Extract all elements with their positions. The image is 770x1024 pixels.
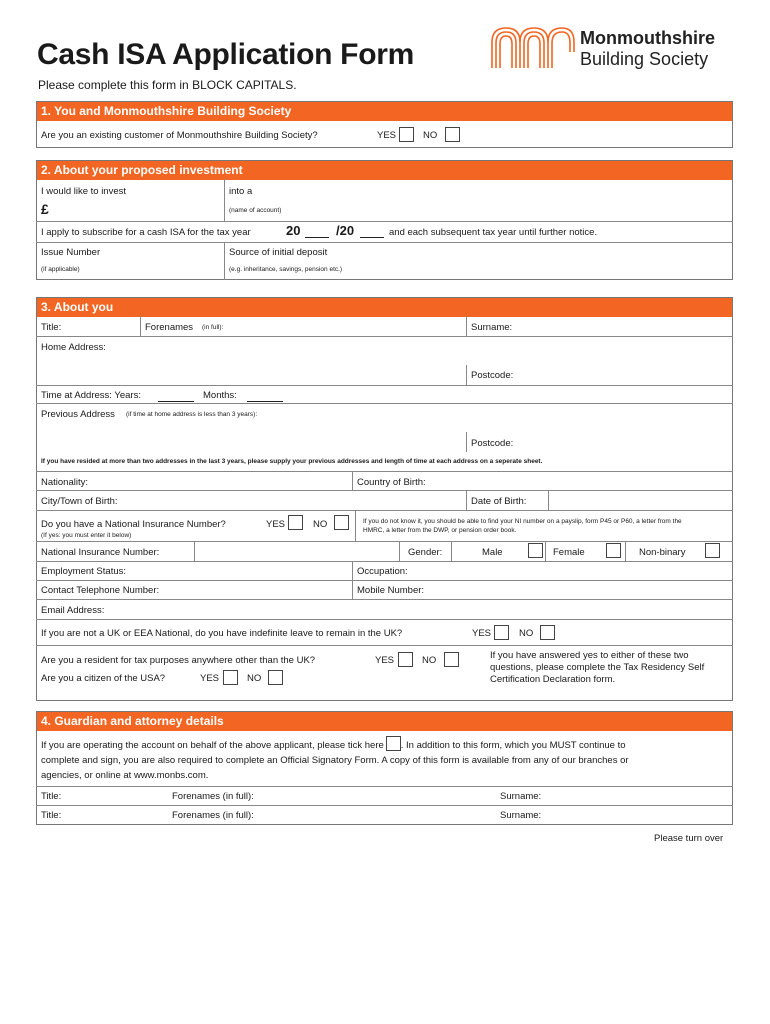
mobile-label: Mobile Number: (357, 585, 425, 596)
brand-name: Monmouthshire (580, 28, 715, 48)
time-months-input[interactable] (247, 390, 283, 402)
ni-yes-label: YES (266, 519, 286, 530)
forenames-hint: (in full): (202, 324, 224, 331)
tax-residency-question: Are you a resident for tax purposes anywhere other than the UK? (41, 655, 316, 666)
ni-number-input[interactable] (196, 543, 396, 559)
leave-yes-checkbox[interactable] (494, 625, 509, 640)
source-deposit-label: Source of initial deposit (229, 247, 328, 258)
turn-over-note: Please turn over (654, 833, 724, 844)
leave-to-remain-question: If you are not a UK or EEA National, do you have indefinite leave to remain in the UK? (41, 628, 403, 639)
section-1-heading: 1. You and Monmouthshire Building Society (37, 102, 732, 121)
tax-no-label: NO (422, 655, 437, 666)
previous-postcode-label: Postcode: (471, 438, 514, 449)
ni-note: If you do not know it, you should be able to find your NI number on a payslip, form P45 or P60, a letter from the HMRC, a letter from the DWP, or pension order book. (363, 518, 682, 534)
months-label: Months: (203, 390, 237, 401)
tax-yes-checkbox[interactable] (398, 652, 413, 667)
currency-symbol: £ (41, 201, 49, 217)
usa-no-label: NO (247, 673, 262, 684)
guardian1-title-label: Title: (41, 791, 62, 802)
tax-year-end-input[interactable] (360, 225, 384, 238)
gender-male-checkbox[interactable] (528, 543, 543, 558)
title-label: Title: (41, 322, 62, 333)
ni-no-label: NO (313, 519, 328, 530)
guardian2-forenames-label: Forenames (in full): (172, 810, 254, 821)
tax-year-end: /20 (336, 223, 355, 238)
invest-label: I would like to invest (41, 186, 127, 197)
ni-number-label: National Insurance Number: (41, 547, 160, 558)
invest-amount-input[interactable] (56, 199, 216, 217)
gender-male-label: Male (482, 547, 503, 558)
guardian1-forenames-label: Forenames (in full): (172, 791, 254, 802)
apply-text: I apply to subscribe for a cash ISA for the tax year (41, 227, 251, 238)
employment-status-label: Employment Status: (41, 566, 127, 577)
telephone-label: Contact Telephone Number: (41, 585, 160, 596)
page-subtitle: Please complete this form in BLOCK CAPITALS. (38, 78, 297, 92)
guardian-text-line3: agencies, or online at www.monbs.com. (41, 770, 209, 781)
account-name-hint: (name of account) (229, 207, 282, 214)
tax-residency-note: If you have answered yes to either of these two questions, please complete the Tax Residency Self Certification Declaration form. (490, 650, 705, 685)
leave-no-label: NO (519, 628, 534, 639)
continue-text: and each subsequent tax year until further notice. (389, 227, 598, 238)
previous-address-hint: (if time at home address is less than 3 years): (126, 411, 258, 418)
email-label: Email Address: (41, 605, 105, 616)
city-of-birth-label: City/Town of Birth: (41, 496, 118, 507)
leave-no-checkbox[interactable] (540, 625, 555, 640)
usa-yes-label: YES (200, 673, 220, 684)
guardian2-title-label: Title: (41, 810, 62, 821)
leave-yes-label: YES (472, 628, 492, 639)
source-deposit-hint: (e.g. inheritance, savings, pension etc.) (229, 266, 343, 273)
nationality-label: Nationality: (41, 477, 88, 488)
addresses-note: If you have resided at more than two addresses in the last 3 years, please supply your previous addresses and length of time at each address on a seperate sheet. (41, 458, 543, 465)
time-at-address-label: Time at Address: Years: (41, 390, 141, 401)
brand-subname: Building Society (580, 49, 709, 69)
tax-year-start-input[interactable] (305, 225, 329, 238)
guardian1-surname-label: Surname: (500, 791, 542, 802)
guardian-text-b: . In addition to this form, which you MUST continue to (400, 740, 626, 751)
guardian-text-a: If you are operating the account on behalf of the above applicant, please tick here (41, 740, 384, 751)
existing-customer-no-label: NO (423, 130, 438, 141)
guardian-paragraph (41, 736, 729, 783)
gender-female-checkbox[interactable] (606, 543, 621, 558)
occupation-label: Occupation: (357, 566, 408, 577)
tax-year-start: 20 (286, 223, 301, 238)
date-of-birth-label: Date of Birth: (471, 496, 527, 507)
section-3 (36, 297, 733, 701)
usa-citizen-question: Are you a citizen of the USA? (41, 673, 166, 684)
home-address-label: Home Address: (41, 342, 106, 353)
issue-number-hint: (if applicable) (41, 266, 80, 273)
page-title: Cash ISA Application Form (37, 38, 414, 71)
gender-nonbinary-checkbox[interactable] (705, 543, 720, 558)
ni-hint: (If yes: you must enter it below) (41, 532, 132, 539)
guardian-text-line2: complete and sign, you are also required to complete an Official Signatory Form. A copy of this form is available from any of our branches or (41, 755, 629, 766)
section-3-heading: 3. About you (37, 298, 732, 317)
section-4-heading: 4. Guardian and attorney details (37, 712, 732, 731)
section-2 (36, 160, 733, 280)
existing-customer-question: Are you an existing customer of Monmouthshire Building Society? (41, 130, 318, 141)
tax-yes-label: YES (375, 655, 395, 666)
existing-customer-no-checkbox[interactable] (445, 127, 460, 142)
usa-no-checkbox[interactable] (268, 670, 283, 685)
guardian-tick-checkbox[interactable] (386, 736, 401, 751)
ni-no-checkbox[interactable] (334, 515, 349, 530)
ni-question: Do you have a National Insurance Number? (41, 519, 226, 530)
section-2-heading: 2. About your proposed investment (37, 161, 732, 180)
country-of-birth-label: Country of Birth: (357, 477, 426, 488)
gender-female-label: Female (553, 547, 585, 558)
forenames-label: Forenames (145, 322, 194, 333)
issue-number-label: Issue Number (41, 247, 101, 258)
existing-customer-yes-checkbox[interactable] (399, 127, 414, 142)
previous-address-label: Previous Address (41, 409, 115, 420)
tax-no-checkbox[interactable] (444, 652, 459, 667)
guardian2-surname-label: Surname: (500, 810, 542, 821)
ni-yes-checkbox[interactable] (288, 515, 303, 530)
into-label: into a (229, 186, 253, 197)
time-years-input[interactable] (158, 390, 194, 402)
gender-nonbinary-label: Non-binary (639, 547, 686, 558)
usa-yes-checkbox[interactable] (223, 670, 238, 685)
existing-customer-yes-label: YES (377, 130, 397, 141)
account-name-input[interactable] (229, 198, 719, 208)
surname-label: Surname: (471, 322, 513, 333)
postcode-label: Postcode: (471, 370, 514, 381)
gender-label: Gender: (408, 547, 443, 558)
